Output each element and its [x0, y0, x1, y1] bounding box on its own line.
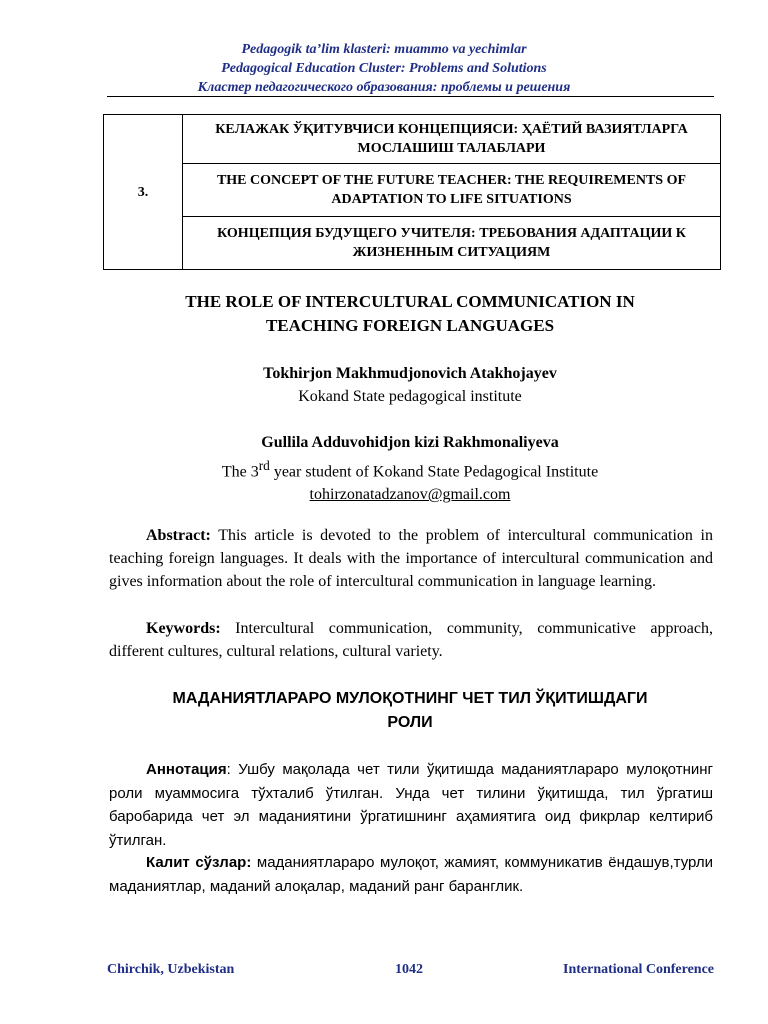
- uz-title-line2: РОЛИ: [387, 714, 433, 731]
- abstract-text: This article is devoted to the problem of intercultural communication in teaching foreign languages. It deals with the importance of intercultural communication and gives information about the role of intercultural communication in language learning.: [109, 527, 713, 590]
- author-block-1: [0, 362, 768, 408]
- article-title-line1: THE ROLE OF INTERCULTURAL COMMUNICATION IN: [185, 292, 635, 311]
- page-number: 1042: [395, 962, 423, 977]
- author1-name: Tokhirjon Makhmudjonovich Atakhojayev: [263, 365, 557, 382]
- header-line-en: Pedagogical Education Cluster: Problems and Solutions: [221, 61, 547, 76]
- header-line-ru: Кластер педагогического образования: проблемы и решения: [197, 80, 571, 95]
- uz-title-line1: МАДАНИЯТЛАРАРО МУЛОҚОТНИНГ ЧЕТ ТИЛ ЎҚИТИШДАГИ: [172, 690, 648, 707]
- author2-affiliation: [0, 454, 768, 483]
- author1-affiliation: Kokand State pedagogical institute: [298, 388, 522, 405]
- uz-keywords-paragraph: [109, 851, 713, 898]
- annotation-paragraph: [109, 758, 713, 852]
- author-block-2: [0, 431, 768, 506]
- abstract-paragraph: [109, 524, 713, 593]
- section-title-ru: КОНЦЕПЦИЯ БУДУЩЕГО УЧИТЕЛЯ: ТРЕБОВАНИЯ АДАПТАЦИИ К ЖИЗНЕННЫМ СИТУАЦИЯМ: [183, 217, 721, 270]
- header-line-uz: Pedagogik ta’lim klasteri: muammo va yechimlar: [241, 42, 527, 57]
- running-header: [0, 40, 768, 97]
- author2-name: Gullila Adduvohidjon kizi Rakhmonaliyeva: [261, 434, 559, 451]
- abstract-label: Abstract:: [146, 527, 211, 544]
- header-divider: [107, 96, 714, 97]
- footer-location: Chirchik, Uzbekistan: [107, 962, 235, 977]
- author2-aff-suffix: year student of Kokand State Pedagogical Institute: [269, 463, 599, 481]
- author2-aff-sup: rd: [258, 458, 270, 473]
- section-title-en: THE CONCEPT OF THE FUTURE TEACHER: THE REQUIREMENTS OF ADAPTATION TO LIFE SITUATIONS: [183, 164, 721, 217]
- uz-keywords-text: маданиятлараро мулоқот, жамият, коммуникатив ёндашув,турли маданиятлар, маданий алоқалар, маданий ранг баранглик.: [109, 854, 714, 895]
- annotation-label: Аннотация: [146, 761, 227, 778]
- keywords-text: Intercultural communication, community, communicative approach, different cultures, cultural relations, cultural variety.: [109, 620, 713, 660]
- annotation-text: : Ушбу мақолада чет тили ўқитишда маданиятлараро мулоқотнинг роли муаммосига тўхталиб ўтилган. Унда чет тилини ўқитишда, тил ўргатиш баробарида чет эл маданиятини ўргатишнинг аҳамиятига оид фикрлар келтириб ўтилган.: [109, 761, 713, 849]
- uz-keywords-label: Калит сўзлар:: [146, 854, 252, 871]
- author2-aff-prefix: The 3: [221, 463, 259, 481]
- page-footer: [107, 962, 714, 982]
- keywords-label: Keywords:: [146, 620, 221, 637]
- footer-conference: International Conference: [563, 962, 714, 977]
- uz-article-title: [0, 687, 768, 735]
- article-title: [0, 290, 768, 338]
- article-title-line2: TEACHING FOREIGN LANGUAGES: [265, 316, 555, 335]
- keywords-paragraph: [109, 617, 713, 663]
- section-title-uz: КЕЛАЖАК ЎҚИТУВЧИСИ КОНЦЕПЦИЯСИ: ҲАЁТИЙ ВАЗИЯТЛАРГА МОСЛАШИШ ТАЛАБЛАРИ: [183, 115, 721, 164]
- author2-email-link[interactable]: tohirzonatadzanov@gmail.com: [309, 486, 511, 504]
- section-table: [103, 114, 721, 270]
- section-number: 3.: [104, 115, 183, 270]
